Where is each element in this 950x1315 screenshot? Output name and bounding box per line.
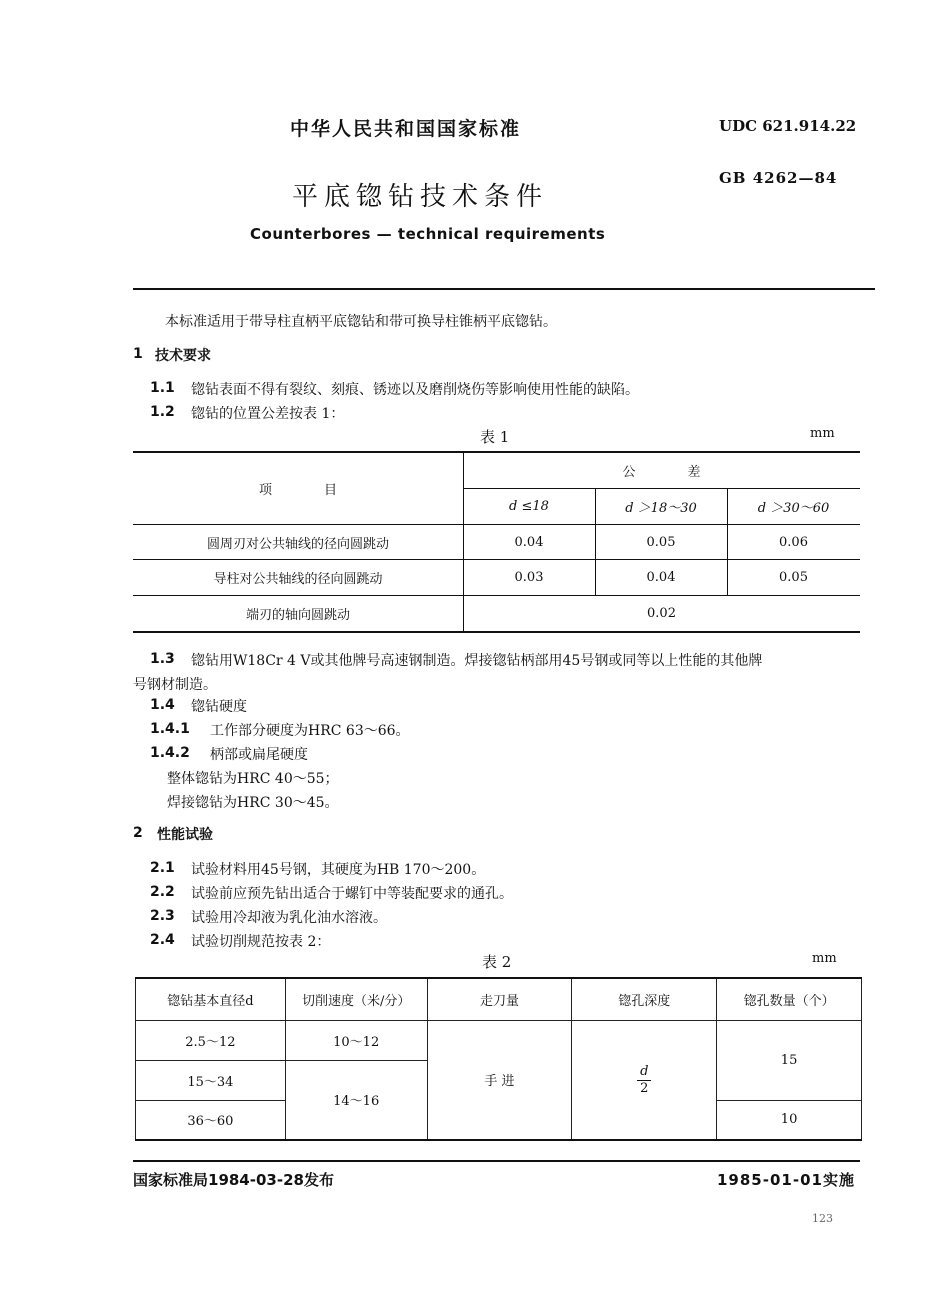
table2-header: 锪孔数量（个）: [717, 978, 862, 1020]
table2-count: 15: [717, 1020, 862, 1100]
page-number: 123: [812, 1212, 833, 1225]
clause-2-3-number: 2.3: [150, 908, 175, 924]
table1-cell: 0.05: [779, 570, 808, 585]
table1-header-item: 项 目: [258, 482, 337, 498]
clause-2-4-number: 2.4: [150, 932, 175, 948]
publish-date: 国家标准局1984-03-28发布: [133, 1171, 334, 1189]
clause-1-1-number: 1.1: [150, 380, 175, 396]
udc-code: UDC 621.914.22: [719, 117, 857, 135]
clause-2-4-text: 试验切削规范按表 2：: [191, 934, 331, 950]
table2-diameter: 2.5～12: [136, 1020, 286, 1060]
table1-row-label: 端刃的轴向圆跳动: [245, 608, 350, 623]
clause-1-4-2-text: 柄部或扁尾硬度: [210, 747, 308, 763]
sec2-title: 性能试验: [157, 827, 213, 843]
title-cn: 平底锪钻技术条件: [292, 182, 549, 212]
table2-speed: 14～16: [285, 1060, 427, 1140]
sec1-title: 技术要求: [155, 348, 211, 364]
gb-code: GB 4262—84: [719, 169, 838, 187]
table1-cell: 0.04: [514, 534, 544, 550]
clause-2-1-number: 2.1: [150, 860, 175, 876]
clause-2-2-number: 2.2: [150, 884, 175, 900]
table2-diameter: 15～34: [136, 1060, 286, 1100]
table1-header-tolerance: 公 差: [622, 464, 701, 480]
table2-header: 锪钻基本直径d: [136, 978, 286, 1020]
table1-cell: 0.02: [647, 606, 676, 621]
table1-cell: 0.03: [514, 570, 544, 585]
clause-1-4-1-text: 工作部分硬度为HRC 63～66。: [210, 723, 410, 739]
sec1-number: 1: [133, 346, 143, 362]
clause-1-3-text: 锪钻用W18Cr 4 V或其他牌号高速钢制造。焊接锪钻柄部用45号钢或同等以上性能的其他牌: [191, 653, 763, 669]
clause-1-4-text: 锪钻硬度: [191, 699, 247, 715]
hardness-line-1: 整体锪钻为HRC 40～55；: [167, 771, 339, 787]
table2-header: 走刀量: [427, 978, 572, 1020]
clause-1-4-2-number: 1.4.2: [150, 745, 190, 761]
clause-1-3-number: 1.3: [150, 651, 175, 667]
table2-feed: 手 进: [427, 1020, 572, 1140]
footer-rule: [133, 1160, 860, 1162]
table1-row-label: 导柱对公共轴线的径向圆跳动: [213, 572, 383, 587]
table2-header: 切削速度（米/分）: [285, 978, 427, 1020]
clause-2-1-text: 试验材料用45号钢，其硬度为HB 170～200。: [191, 862, 486, 878]
table2-caption: 表 2: [482, 953, 512, 971]
clause-1-4-number: 1.4: [150, 697, 175, 713]
table1-subheader: d ＞18～30: [625, 501, 697, 516]
scope-text: 本标准适用于带导柱直柄平底锪钻和带可换导柱锥柄平底锪钻。: [165, 314, 557, 330]
clause-1-4-1-number: 1.4.1: [150, 721, 190, 737]
table1-subheader: d ≤18: [509, 499, 549, 514]
clause-2-2-text: 试验前应预先钻出适合于螺钉中等装配要求的通孔。: [191, 886, 513, 902]
table2-count: 10: [717, 1100, 862, 1140]
table1-cell: 0.04: [646, 570, 676, 585]
table1-cell: 0.06: [779, 534, 808, 550]
clause-2-3-text: 试验用冷却液为乳化油水溶液。: [191, 910, 387, 926]
title-en: Counterbores — technical requirements: [250, 225, 606, 243]
effective-date: 1985-01-01实施: [717, 1171, 855, 1189]
table2-speed: 10～12: [285, 1020, 427, 1060]
sec2-number: 2: [133, 825, 143, 841]
table1-subheader: d ＞30～60: [757, 501, 830, 516]
clause-1-2-text: 锪钻的位置公差按表 1：: [191, 406, 345, 422]
table1-caption: 表 1: [480, 428, 510, 446]
table2-diameter: 36～60: [136, 1100, 286, 1140]
clause-1-3-text-cont: 号钢材制造。: [133, 677, 217, 693]
clause-1-2-number: 1.2: [150, 404, 175, 420]
header-rule: [133, 288, 875, 290]
hardness-line-2: 焊接锪钻为HRC 30～45。: [167, 795, 339, 811]
table1-unit: mm: [810, 426, 835, 441]
table2-depth: $\frac{d}{2}$: [572, 1020, 717, 1140]
table2: [135, 977, 862, 1141]
table2-header: 锪孔深度: [572, 978, 717, 1020]
table1-cell: 0.05: [646, 534, 676, 550]
clause-1-1-text: 锪钻表面不得有裂纹、刻痕、锈迹以及磨削烧伤等影响使用性能的缺陷。: [191, 382, 639, 398]
table2-unit: mm: [812, 951, 837, 966]
issuer: 中华人民共和国国家标准: [290, 118, 522, 140]
table1-row-label: 圆周刃对公共轴线的径向圆跳动: [206, 536, 389, 552]
